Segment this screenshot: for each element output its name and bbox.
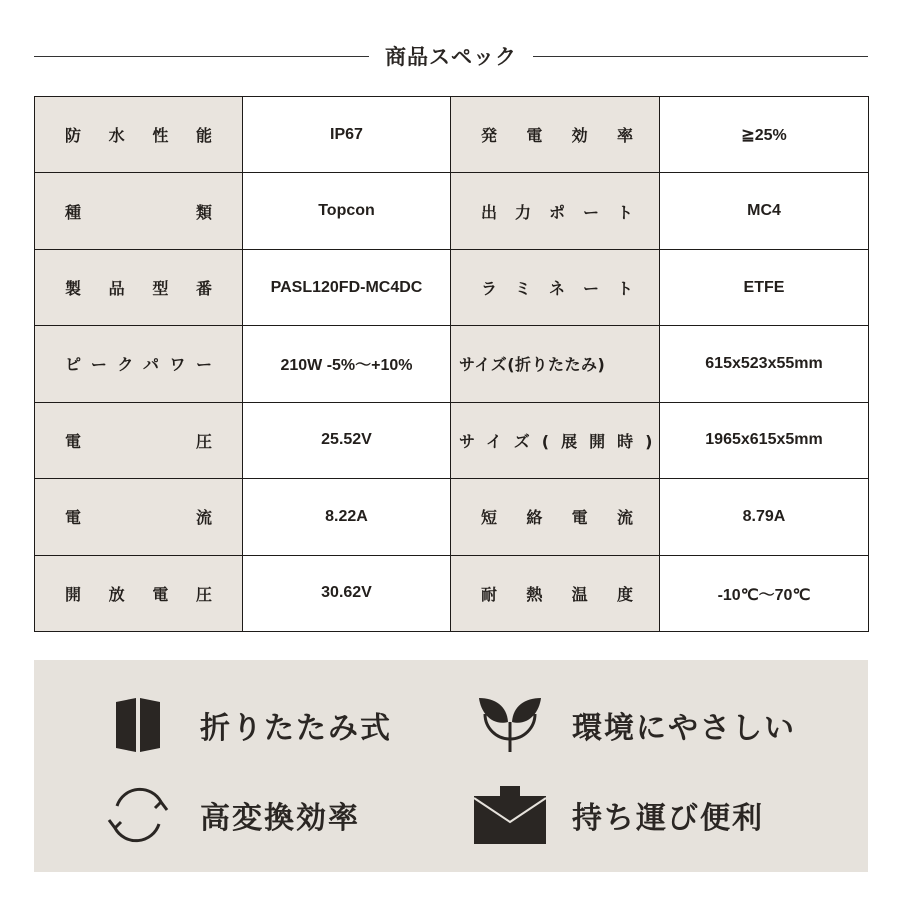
spec-label: 電圧 xyxy=(35,402,243,478)
spec-value: Topcon xyxy=(243,173,451,249)
feature-panel xyxy=(34,660,868,872)
section-title: 商品スペック xyxy=(385,45,517,69)
feature-efficiency xyxy=(98,780,360,850)
spec-row xyxy=(35,173,869,249)
spec-label: 電流 xyxy=(35,479,243,555)
spec-label: 種類 xyxy=(35,173,243,249)
feature-eco xyxy=(470,690,796,760)
spec-row xyxy=(35,555,869,631)
header-rule-right xyxy=(533,56,868,57)
spec-label: 出力ポート xyxy=(451,173,660,249)
feature-portable xyxy=(470,780,764,850)
spec-row xyxy=(35,97,869,173)
spec-value: 8.79A xyxy=(660,479,869,555)
spec-row xyxy=(35,249,869,325)
spec-value: IP67 xyxy=(243,97,451,173)
spec-label: サイズ(展開時) xyxy=(451,402,660,478)
spec-label: ラミネート xyxy=(451,249,660,325)
spec-row xyxy=(35,479,869,555)
spec-value: -10℃～70℃ xyxy=(660,555,869,631)
spec-label: 製品型番 xyxy=(35,249,243,325)
spec-value: 8.22A xyxy=(243,479,451,555)
feature-label: 持ち運び便利 xyxy=(572,801,764,836)
spec-row xyxy=(35,326,869,402)
spec-label: 耐熱温度 xyxy=(451,555,660,631)
spec-label: 防水性能 xyxy=(35,97,243,173)
spec-value: ETFE xyxy=(660,249,869,325)
spec-value: ≧25% xyxy=(660,97,869,173)
spec-value: 210W -5%～+10% xyxy=(243,326,451,402)
spec-label: 短絡電流 xyxy=(451,479,660,555)
feature-label: 折りたたみ式 xyxy=(200,711,392,746)
spec-table xyxy=(34,96,869,632)
spec-value: 1965x615x5mm xyxy=(660,402,869,478)
carry-case-icon xyxy=(470,780,550,850)
cycle-arrows-icon xyxy=(98,780,178,850)
spec-value: 615x523x55mm xyxy=(660,326,869,402)
spec-label: 発電効率 xyxy=(451,97,660,173)
spec-value: PASL120FD-MC4DC xyxy=(243,249,451,325)
sprout-icon xyxy=(470,690,550,760)
section-header xyxy=(34,38,868,74)
feature-label: 高変換効率 xyxy=(200,801,360,836)
feature-label: 環境にやさしい xyxy=(572,711,796,746)
folding-panel-icon xyxy=(98,690,178,760)
spec-label: 開放電圧 xyxy=(35,555,243,631)
spec-value: MC4 xyxy=(660,173,869,249)
spec-value: 25.52V xyxy=(243,402,451,478)
spec-label: ピークパワー xyxy=(35,326,243,402)
spec-row xyxy=(35,402,869,478)
feature-folding xyxy=(98,690,392,760)
spec-label: サイズ(折りたたみ) xyxy=(451,326,660,402)
spec-value: 30.62V xyxy=(243,555,451,631)
header-rule-left xyxy=(34,56,369,57)
